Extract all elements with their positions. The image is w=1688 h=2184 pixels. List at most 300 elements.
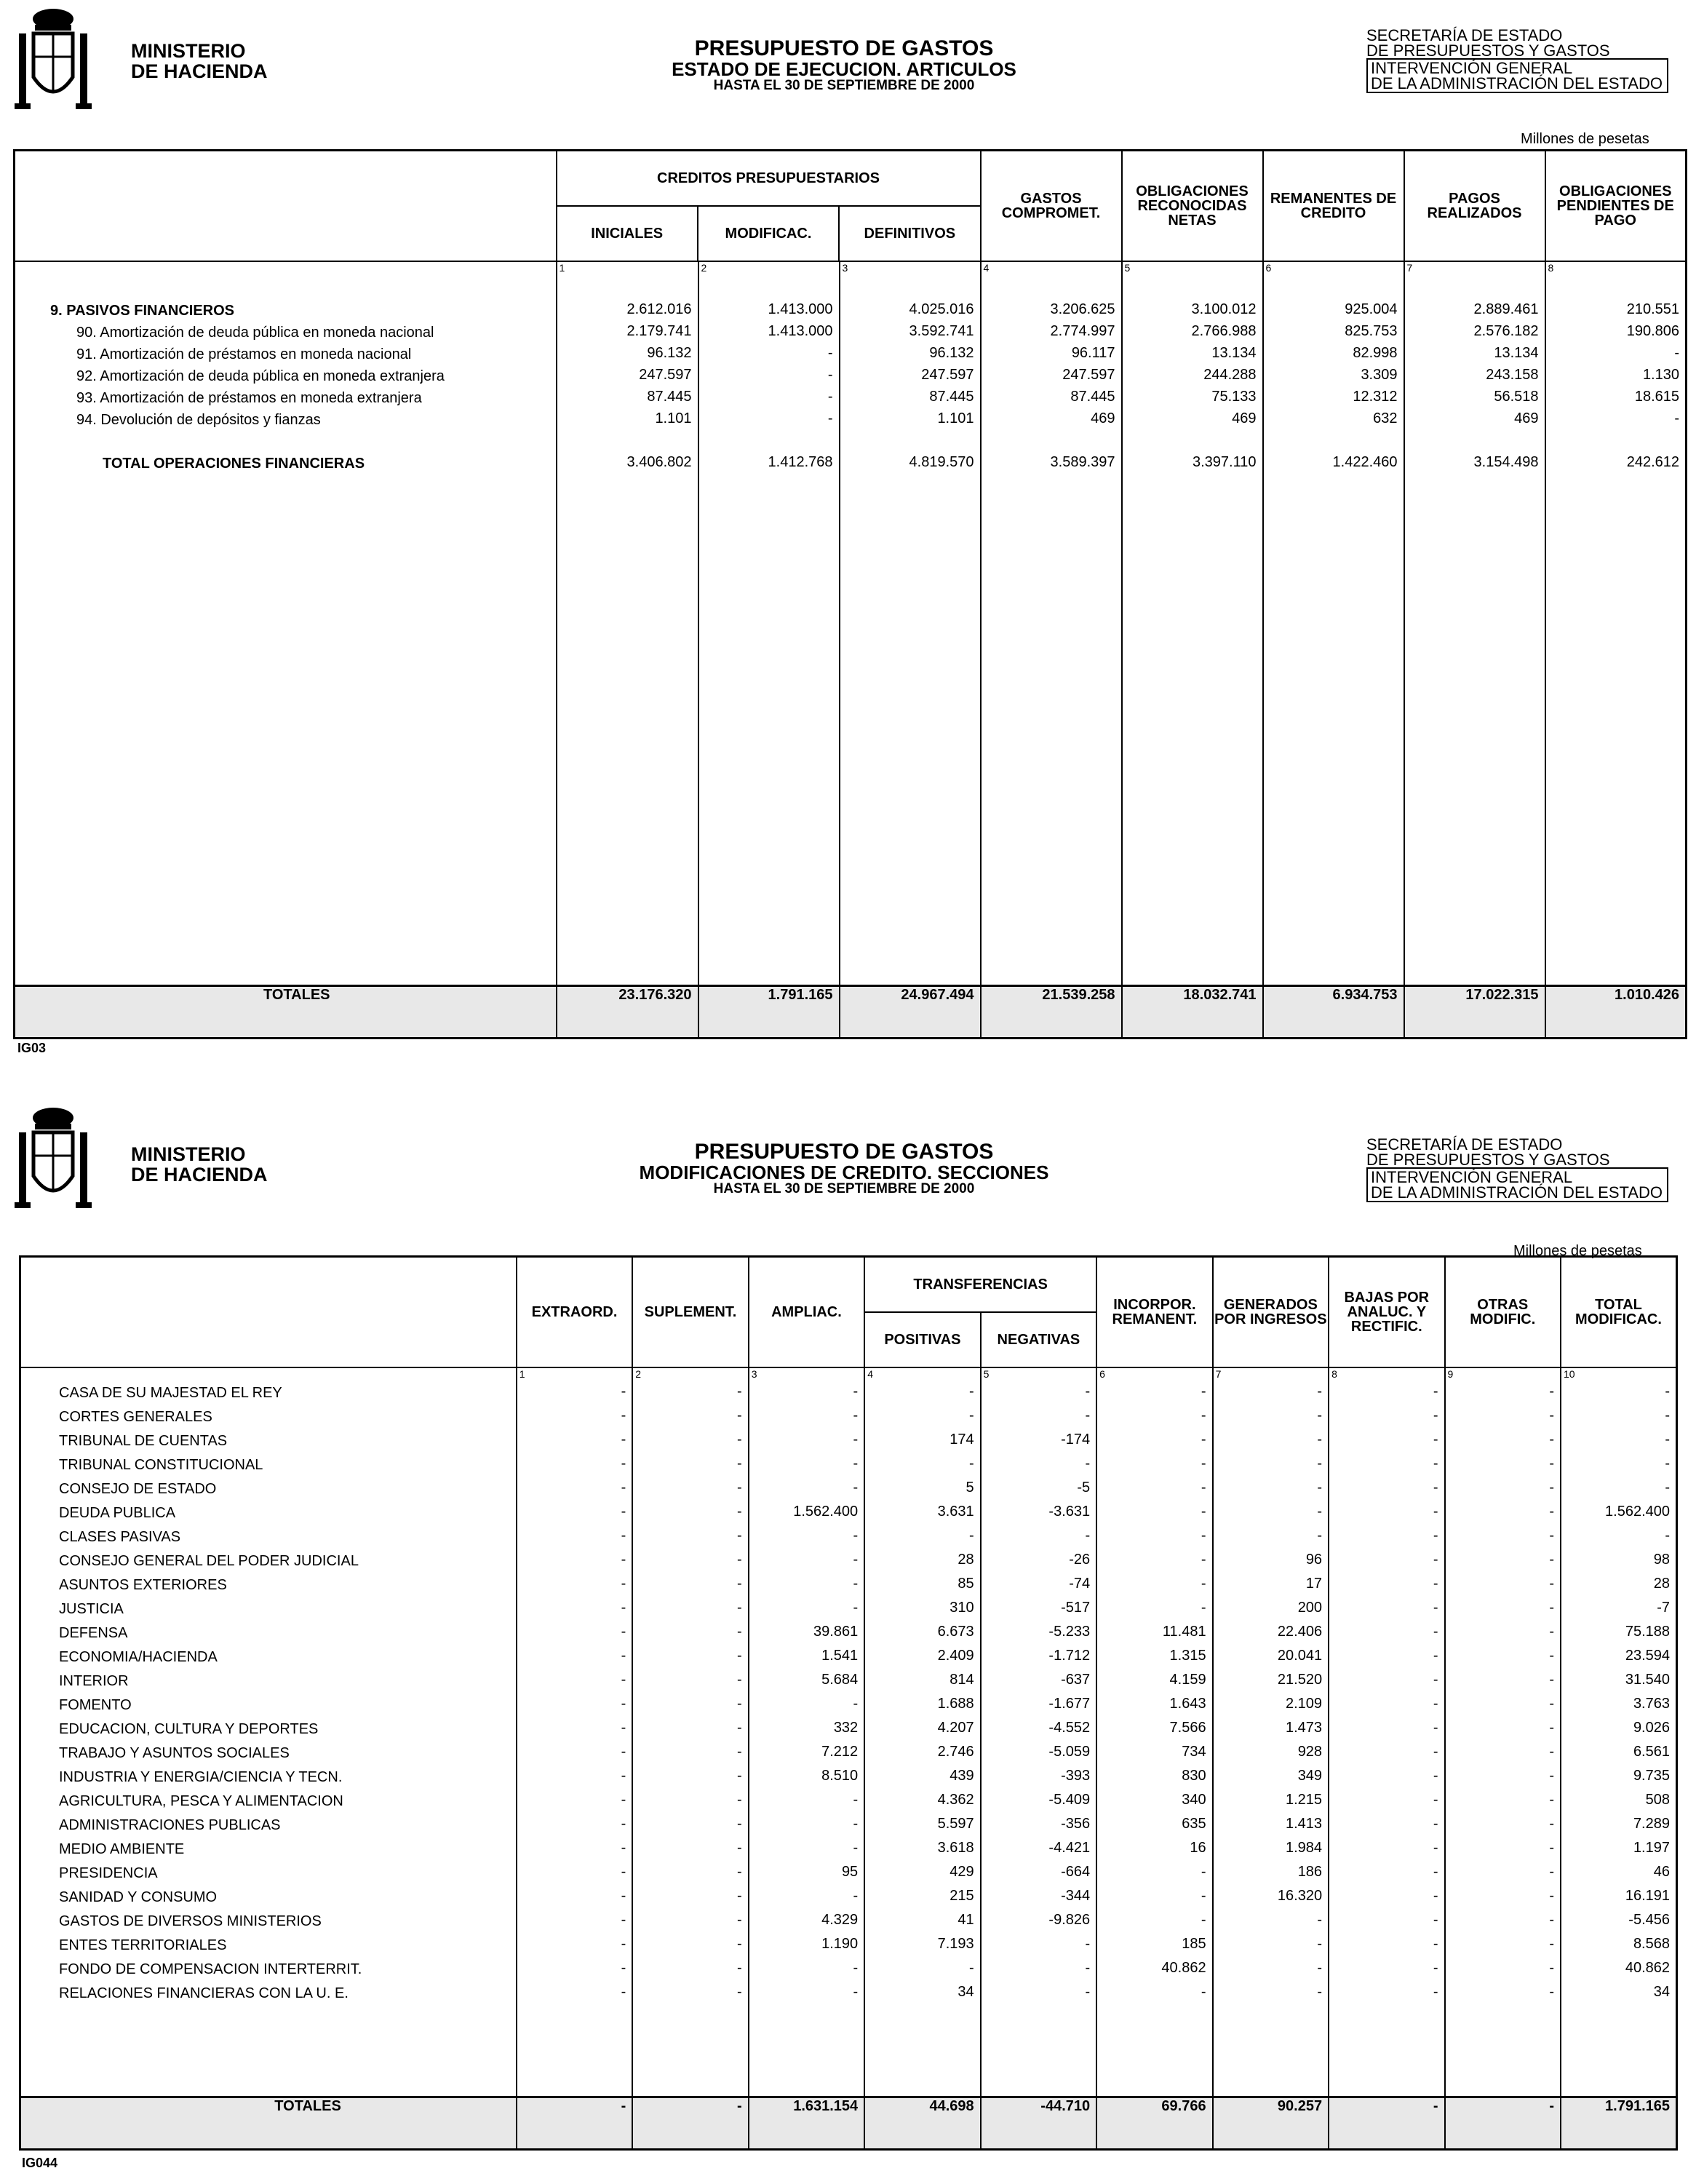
value-column <box>1096 1367 1212 2097</box>
value-column <box>698 261 840 985</box>
units-label: Millones de pesetas <box>1513 1243 1642 1259</box>
row-label: PRESIDENCIA <box>59 1865 158 1882</box>
value-cell: 17 <box>1305 1576 1323 1592</box>
value-cell: - <box>853 1552 859 1568</box>
value-cell: - <box>737 1936 742 1953</box>
value-cell: 96.132 <box>929 345 974 361</box>
value-cell: - <box>1201 1600 1206 1616</box>
value-cell: - <box>1433 1912 1438 1929</box>
value-cell: 247.597 <box>639 367 692 383</box>
value-cell: 814 <box>950 1672 974 1688</box>
value-cell: - <box>1665 1383 1670 1400</box>
column-number: 8 <box>1548 262 1554 274</box>
intervencion-line-2: DE LA ADMINISTRACIÓN DEL ESTADO <box>1371 74 1663 92</box>
value-cell: - <box>1549 1744 1554 1760</box>
value-cell: - <box>1317 1431 1323 1448</box>
col-remanentes: REMANENTES DE CREDITO <box>1270 191 1397 221</box>
value-cell: 7.193 <box>937 1936 974 1953</box>
value-cell: 635 <box>1182 1816 1206 1832</box>
value-cell: - <box>1317 1383 1323 1400</box>
value-cell: - <box>1317 1960 1323 1977</box>
value-cell: 6.561 <box>1633 1744 1670 1760</box>
value-cell: 174 <box>950 1431 974 1448</box>
value-cell: - <box>1085 1383 1091 1400</box>
value-cell: - <box>1085 1960 1091 1977</box>
value-cell: 46 <box>1653 1864 1670 1881</box>
value-cell: - <box>1549 1792 1554 1808</box>
value-cell: 242.612 <box>1626 454 1679 470</box>
value-cell: - <box>737 1504 742 1520</box>
col-total-modificac: TOTAL MODIFICAC. <box>1575 1297 1662 1328</box>
doc-id: IG03 <box>17 1041 47 1055</box>
value-cell: - <box>1201 1576 1206 1592</box>
value-cell: 1.101 <box>937 410 974 426</box>
row-label: TRIBUNAL DE CUENTAS <box>59 1433 228 1450</box>
value-cell <box>1123 429 1262 451</box>
row-label: 94. Devolución de depósitos y fianzas <box>76 412 321 428</box>
column-number: 8 <box>1331 1368 1337 1381</box>
value-column <box>1404 261 1545 985</box>
value-cell: - <box>737 1744 742 1760</box>
value-cell: - <box>853 1792 859 1808</box>
row-label <box>15 431 556 453</box>
value-cell: - <box>737 1792 742 1808</box>
value-cell: 1.315 <box>1169 1648 1206 1664</box>
value-cell: - <box>1549 1768 1554 1784</box>
value-cell: - <box>1433 1624 1438 1640</box>
value-cell: 734 <box>1182 1744 1206 1760</box>
value-cell: - <box>737 1576 742 1592</box>
row-label: ENTES TERRITORIALES <box>59 1937 227 1954</box>
value-cell: 3.206.625 <box>1050 301 1115 317</box>
value-cell: - <box>1549 1624 1554 1640</box>
row-label: TOTAL OPERACIONES FINANCIERAS <box>103 456 365 472</box>
value-cell: 3.589.397 <box>1050 454 1115 470</box>
col-generados-ingresos: GENERADOS POR INGRESOS <box>1214 1297 1327 1328</box>
value-column <box>1445 1367 1561 2097</box>
value-cell: 87.445 <box>647 389 692 405</box>
execution-table <box>13 149 1687 1039</box>
value-cell: 28 <box>1653 1576 1670 1592</box>
value-cell: 4.819.570 <box>909 454 974 470</box>
value-cell: 39.861 <box>813 1624 859 1640</box>
value-column <box>864 1367 980 2097</box>
value-cell: 18.615 <box>1634 389 1679 405</box>
value-cell: 3.406.802 <box>626 454 692 470</box>
column-number: 10 <box>1564 1368 1575 1381</box>
total-cell: -44.710 <box>981 2097 1096 2149</box>
col-positivas: POSITIVAS <box>884 1332 961 1348</box>
value-cell: 469 <box>1232 410 1257 426</box>
value-cell: - <box>1317 1480 1323 1496</box>
transferencias-header-cell <box>864 1257 1096 1368</box>
value-cell: - <box>1201 1552 1206 1568</box>
value-cell: - <box>1433 1600 1438 1616</box>
value-cell: - <box>737 1431 742 1448</box>
value-cell: - <box>1085 1456 1091 1472</box>
value-cell: -5.409 <box>1048 1792 1091 1808</box>
value-cell: - <box>1201 1864 1206 1881</box>
value-cell: - <box>1201 1912 1206 1929</box>
column-number: 9 <box>1447 1368 1454 1381</box>
value-cell: - <box>1433 1456 1438 1472</box>
row-label: GASTOS DE DIVERSOS MINISTERIOS <box>59 1913 322 1930</box>
value-cell: - <box>853 1528 859 1544</box>
col-negativas: NEGATIVAS <box>980 1313 1096 1367</box>
value-cell: 82.998 <box>1353 345 1398 361</box>
value-cell: -26 <box>1069 1552 1091 1568</box>
col-bajas: BAJAS POR ANALUC. Y RECTIFIC. <box>1344 1290 1430 1335</box>
value-cell: - <box>1201 1407 1206 1424</box>
intervencion-line-1: INTERVENCIÓN GENERAL <box>1371 59 1573 77</box>
value-cell: - <box>1433 1888 1438 1905</box>
value-column <box>981 1367 1096 2097</box>
value-cell: 3.397.110 <box>1193 454 1257 470</box>
value-cell: 3.592.741 <box>909 323 974 339</box>
value-cell: 2.179.741 <box>626 323 692 339</box>
value-cell: - <box>968 1960 974 1977</box>
value-cell: - <box>1433 1792 1438 1808</box>
value-cell: -174 <box>1061 1431 1091 1448</box>
value-cell: - <box>1433 1528 1438 1544</box>
value-cell: - <box>853 1984 859 2001</box>
total-cell: - <box>517 2097 632 2149</box>
total-cell: 24.967.494 <box>840 985 981 1038</box>
value-cell: 4.329 <box>821 1912 859 1929</box>
value-cell: - <box>1549 1912 1554 1929</box>
value-cell: 12.312 <box>1353 389 1398 405</box>
value-cell: - <box>1433 1816 1438 1832</box>
value-cell: - <box>1549 1407 1554 1424</box>
value-cell: -4.421 <box>1048 1840 1091 1857</box>
row-label: CONSEJO DE ESTADO <box>59 1481 217 1498</box>
value-cell: 16.191 <box>1625 1888 1670 1905</box>
value-cell: 1.422.460 <box>1332 454 1398 470</box>
value-cell: - <box>621 1672 626 1688</box>
value-cell: - <box>621 1768 626 1784</box>
col-otras-modific: OTRAS MODIFIC. <box>1470 1297 1536 1328</box>
value-cell: - <box>853 1816 859 1832</box>
value-cell: - <box>1665 1407 1670 1424</box>
value-cell: - <box>1549 1383 1554 1400</box>
total-cell: - <box>1445 2097 1561 2149</box>
value-cell: - <box>1201 1431 1206 1448</box>
col-modificac: MODIFICAC. <box>697 207 838 261</box>
value-cell: 3.309 <box>1361 367 1398 383</box>
report-subtitle: MODIFICACIONES DE CREDITO. SECCIONES <box>639 1162 1049 1183</box>
coat-of-arms-icon <box>13 1103 93 1212</box>
total-cell: 23.176.320 <box>557 985 698 1038</box>
value-cell: 4.207 <box>937 1720 974 1736</box>
value-cell: -5.233 <box>1048 1624 1091 1640</box>
row-label: MEDIO AMBIENTE <box>59 1841 185 1858</box>
value-cell: 4.025.016 <box>909 301 974 317</box>
value-cell: - <box>1433 1696 1438 1712</box>
value-column <box>1561 1367 1677 2097</box>
value-cell: 3.100.012 <box>1191 301 1257 317</box>
value-cell: 2.409 <box>937 1648 974 1664</box>
value-cell: 95 <box>841 1864 859 1881</box>
value-cell: 1.215 <box>1286 1792 1323 1808</box>
value-cell: - <box>737 1720 742 1736</box>
value-cell: 244.288 <box>1203 367 1257 383</box>
value-cell: - <box>737 1624 742 1640</box>
value-cell: 247.597 <box>1062 367 1115 383</box>
row-label: AGRICULTURA, PESCA Y ALIMENTACION <box>59 1793 343 1810</box>
report-subtitle: ESTADO DE EJECUCION. ARTICULOS <box>672 58 1016 80</box>
value-cell: - <box>1433 1744 1438 1760</box>
value-cell: - <box>1085 1528 1091 1544</box>
value-cell: 1.643 <box>1169 1696 1206 1712</box>
value-cell: - <box>1433 1648 1438 1664</box>
intervencion-line-2: DE LA ADMINISTRACIÓN DEL ESTADO <box>1371 1183 1663 1202</box>
row-label: CONSEJO GENERAL DEL PODER JUDICIAL <box>59 1553 359 1570</box>
page2-header <box>0 1099 1688 1259</box>
value-cell: 1.413.000 <box>768 301 833 317</box>
value-cell: - <box>737 1480 742 1496</box>
value-cell: - <box>1317 1456 1323 1472</box>
transferencias-group-header: TRANSFERENCIAS <box>865 1258 1096 1313</box>
value-column <box>557 261 698 985</box>
value-cell: - <box>1665 1431 1670 1448</box>
total-cell: 17.022.315 <box>1404 985 1545 1038</box>
value-column <box>1545 261 1687 985</box>
column-number: 2 <box>701 262 707 274</box>
value-cell: -1.677 <box>1048 1696 1091 1712</box>
value-cell: - <box>621 1720 626 1736</box>
value-cell: - <box>853 1576 859 1592</box>
value-cell: 429 <box>950 1864 974 1881</box>
value-cell: - <box>621 1960 626 1977</box>
col-incorpor-remanent: INCORPOR. REMANENT. <box>1112 1297 1198 1328</box>
row-label: SANIDAD Y CONSUMO <box>59 1889 218 1906</box>
totals-label: TOTALES <box>15 985 557 1038</box>
col-obligaciones-netas: OBLIGACIONES RECONOCIDAS NETAS <box>1136 183 1249 229</box>
value-cell: 2.109 <box>1286 1696 1323 1712</box>
value-cell: - <box>853 1840 859 1857</box>
value-cell: 75.188 <box>1625 1624 1670 1640</box>
value-cell: - <box>621 1912 626 1929</box>
value-cell: 20.041 <box>1277 1648 1323 1664</box>
row-label: ASUNTOS EXTERIORES <box>59 1577 227 1594</box>
row-label: DEFENSA <box>59 1625 128 1642</box>
value-cell: - <box>827 410 833 426</box>
value-cell: - <box>1433 1768 1438 1784</box>
value-cell: 40.862 <box>1161 1960 1206 1977</box>
value-cell: 5 <box>966 1480 974 1496</box>
value-column <box>517 1367 632 2097</box>
value-cell: 332 <box>833 1720 859 1736</box>
value-cell: - <box>1317 1936 1323 1953</box>
value-cell: 508 <box>1645 1792 1670 1808</box>
intervencion-line-1: INTERVENCIÓN GENERAL <box>1371 1168 1573 1186</box>
value-cell: 1.688 <box>937 1696 974 1712</box>
value-cell: -5.059 <box>1048 1744 1091 1760</box>
row-label: DEUDA PUBLICA <box>59 1505 176 1522</box>
value-cell: - <box>737 1456 742 1472</box>
value-cell: 87.445 <box>929 389 974 405</box>
value-cell: - <box>1201 1456 1206 1472</box>
value-cell: - <box>1549 1480 1554 1496</box>
value-cell: 2.612.016 <box>626 301 692 317</box>
value-cell: - <box>1201 1984 1206 2001</box>
value-cell: - <box>1549 1720 1554 1736</box>
value-cell: 2.766.988 <box>1191 323 1257 339</box>
value-cell: -637 <box>1061 1672 1091 1688</box>
value-cell: 7.289 <box>1633 1816 1670 1832</box>
value-cell: - <box>1317 1407 1323 1424</box>
value-cell: - <box>737 1768 742 1784</box>
column-number: 3 <box>751 1368 757 1381</box>
value-cell: 6.673 <box>937 1624 974 1640</box>
totals-label: TOTALES <box>20 2097 517 2149</box>
value-cell: 16 <box>1190 1840 1206 1857</box>
value-cell <box>1405 429 1545 451</box>
row-label: 9. PASIVOS FINANCIEROS <box>50 303 235 319</box>
value-cell: 96 <box>1305 1552 1323 1568</box>
value-cell: - <box>853 1383 859 1400</box>
value-cell: 5.597 <box>937 1816 974 1832</box>
value-cell: -7 <box>1657 1600 1670 1616</box>
ministry-line-1: MINISTERIO <box>131 1143 246 1165</box>
value-column <box>981 261 1122 985</box>
value-cell: - <box>621 1383 626 1400</box>
value-cell: - <box>1201 1528 1206 1544</box>
ministry-line-1: MINISTERIO <box>131 40 246 62</box>
row-label: EDUCACION, CULTURA Y DEPORTES <box>59 1721 319 1738</box>
value-cell: - <box>853 1480 859 1496</box>
value-cell: 825.753 <box>1345 323 1398 339</box>
label-column <box>20 1367 517 2097</box>
value-column <box>840 261 981 985</box>
value-cell <box>982 429 1121 451</box>
value-cell: - <box>1433 1504 1438 1520</box>
row-label: RELACIONES FINANCIERAS CON LA U. E. <box>59 1985 349 2002</box>
value-cell: - <box>1433 1672 1438 1688</box>
row-label: ECONOMIA/HACIENDA <box>59 1649 218 1666</box>
value-cell: -344 <box>1061 1888 1091 1905</box>
value-cell: - <box>621 1456 626 1472</box>
row-label: 93. Amortización de préstamos en moneda extranjera <box>76 390 422 406</box>
value-cell: - <box>621 1648 626 1664</box>
column-number: 5 <box>1124 262 1131 274</box>
value-cell: 96.117 <box>1071 345 1115 361</box>
value-cell: - <box>1549 1576 1554 1592</box>
value-cell: - <box>827 389 833 405</box>
row-label: FOMENTO <box>59 1697 132 1714</box>
value-cell: - <box>621 1431 626 1448</box>
value-cell: 3.631 <box>937 1504 974 1520</box>
secretaria-line-1: SECRETARÍA DE ESTADO <box>1366 1135 1563 1153</box>
value-column <box>1122 261 1263 985</box>
value-cell: - <box>1317 1504 1323 1520</box>
value-cell: - <box>621 1552 626 1568</box>
row-label: JUSTICIA <box>59 1601 124 1618</box>
value-cell: 1.984 <box>1286 1840 1323 1857</box>
value-cell <box>557 429 698 451</box>
value-cell: - <box>853 1696 859 1712</box>
value-cell: 2.889.461 <box>1473 301 1539 317</box>
report-date: HASTA EL 30 DE SEPTIEMBRE DE 2000 <box>713 78 975 93</box>
total-cell: - <box>1329 2097 1444 2149</box>
value-cell: - <box>1674 410 1679 426</box>
value-cell: - <box>1433 1720 1438 1736</box>
total-cell: 1.791.165 <box>698 985 840 1038</box>
row-label: 92. Amortización de deuda pública en moneda extranjera <box>76 368 445 384</box>
value-cell: 186 <box>1297 1864 1323 1881</box>
value-cell: - <box>621 1624 626 1640</box>
report-date: HASTA EL 30 DE SEPTIEMBRE DE 2000 <box>713 1181 975 1196</box>
value-cell: 1.101 <box>655 410 692 426</box>
value-cell: 1.190 <box>821 1936 859 1953</box>
value-column <box>632 1367 748 2097</box>
col-iniciales: INICIALES <box>591 226 664 242</box>
value-cell: - <box>737 1912 742 1929</box>
value-cell: - <box>853 1600 859 1616</box>
doc-id: IG044 <box>22 2156 58 2170</box>
column-number: 4 <box>867 1368 873 1381</box>
column-number: 1 <box>519 1368 525 1381</box>
modifications-table <box>19 1255 1678 2151</box>
value-cell: - <box>737 1984 742 2001</box>
value-cell: 243.158 <box>1486 367 1539 383</box>
row-label: 90. Amortización de deuda pública en moneda nacional <box>76 325 434 341</box>
value-column <box>1213 1367 1329 2097</box>
value-cell: 1.412.768 <box>768 454 833 470</box>
value-cell: 3.154.498 <box>1473 454 1539 470</box>
value-cell: - <box>1433 1960 1438 1977</box>
value-cell: - <box>737 1696 742 1712</box>
label-header-cell <box>15 151 557 262</box>
value-cell: 5.684 <box>821 1672 859 1688</box>
value-cell: 1.130 <box>1642 367 1679 383</box>
column-number: 7 <box>1406 262 1413 274</box>
value-cell: 34 <box>958 1984 974 2001</box>
value-cell: - <box>1433 1552 1438 1568</box>
value-cell: - <box>737 1864 742 1881</box>
column-number: 5 <box>983 1368 990 1381</box>
value-cell: - <box>1085 1984 1091 2001</box>
value-cell: 340 <box>1182 1792 1206 1808</box>
value-cell: - <box>621 1480 626 1496</box>
value-cell: 3.763 <box>1633 1696 1670 1712</box>
total-cell: 44.698 <box>864 2097 980 2149</box>
value-cell: - <box>1317 1912 1323 1929</box>
value-column <box>1263 261 1404 985</box>
row-label: 91. Amortización de préstamos en moneda nacional <box>76 346 412 362</box>
value-cell: - <box>1201 1383 1206 1400</box>
value-cell: 85 <box>958 1576 974 1592</box>
column-number: 2 <box>635 1368 642 1381</box>
value-cell: - <box>1549 1504 1554 1520</box>
value-cell: 247.597 <box>921 367 974 383</box>
value-cell: 23.594 <box>1625 1648 1670 1664</box>
ministry-line-2: DE HACIENDA <box>131 1164 268 1186</box>
value-cell: 2.576.182 <box>1473 323 1539 339</box>
value-cell: - <box>1674 345 1679 361</box>
value-cell: 349 <box>1297 1768 1323 1784</box>
value-cell: -4.552 <box>1048 1720 1091 1736</box>
value-cell: 40.862 <box>1625 1960 1670 1977</box>
creditos-header-cell <box>557 151 981 262</box>
value-cell: 1.197 <box>1633 1840 1670 1857</box>
value-cell: - <box>827 367 833 383</box>
label-column <box>15 261 557 985</box>
value-cell: - <box>737 1528 742 1544</box>
value-cell: - <box>621 1864 626 1881</box>
value-cell: 13.134 <box>1211 345 1257 361</box>
value-cell: 7.566 <box>1169 1720 1206 1736</box>
